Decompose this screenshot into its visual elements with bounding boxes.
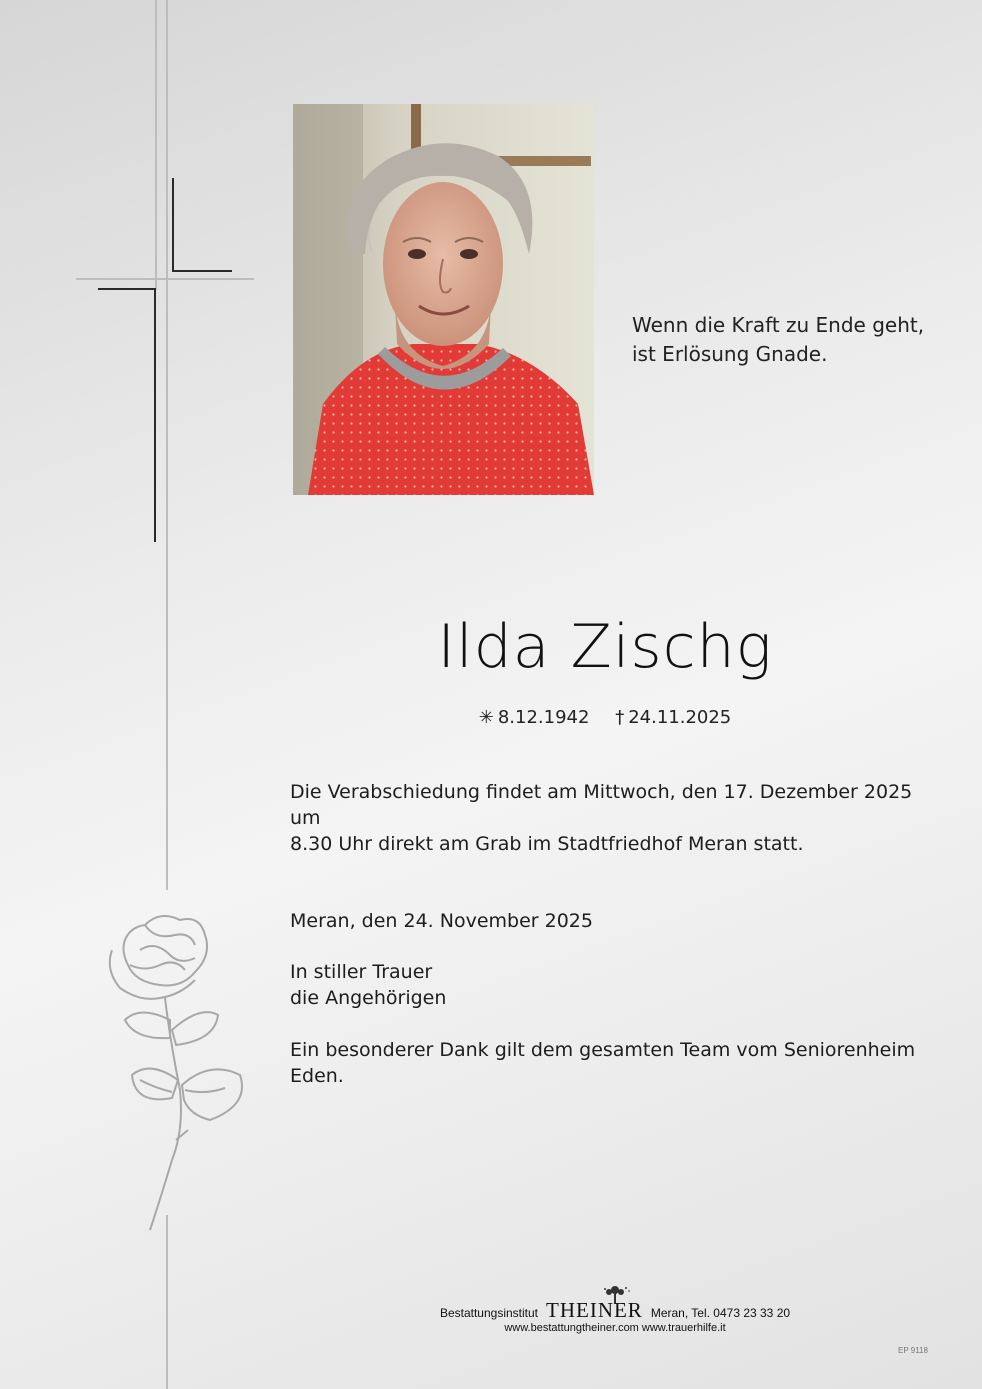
portrait-photo [293, 104, 594, 495]
footer-websites: www.bestattungtheiner.com www.trauerhilfe.it [504, 1322, 726, 1334]
portrait-illustration [293, 104, 594, 495]
deceased-name: Ilda Zischg [437, 612, 773, 682]
cross-bar-dark-left [98, 288, 156, 290]
mourners [290, 959, 930, 1011]
cross-line-light-long [166, 0, 168, 890]
footer-brand: THEINER [546, 1298, 643, 1322]
footer-line-1 [380, 1300, 850, 1320]
death-group [615, 707, 731, 728]
quote-line-2: ist Erlösung Gnade. [632, 342, 828, 366]
cross-line-dark-upper [172, 178, 174, 272]
cross-line-light-bottom [166, 1215, 168, 1389]
life-dates [300, 707, 910, 728]
ceremony-line-2: 8.30 Uhr direkt am Grab im Stadtfriedhof Meran statt. [290, 833, 804, 855]
cross-line-light-top-left [155, 0, 157, 290]
mourners-line-1: In stiller Trauer [290, 961, 433, 983]
death-date: 24.11.2025 [628, 707, 732, 728]
ceremony-line-1: Die Verabschiedung findet am Mittwoch, den 17. Dezember 2025 um [290, 781, 913, 829]
death-cross-icon: † [615, 707, 625, 728]
quote [632, 311, 924, 369]
birth-group [479, 707, 595, 728]
cross-line-dark-lower [154, 290, 156, 542]
ceremony-text [290, 779, 930, 857]
footer-prefix: Bestattungsinstitut [439, 1306, 538, 1320]
funeral-home-footer [380, 1284, 850, 1334]
thanks-text [290, 1037, 930, 1089]
birth-star-icon: ✳ [478, 707, 494, 728]
thanks-line-1: Ein besonderer Dank gilt dem gesamten Team vom Seniorenheim [290, 1039, 916, 1061]
place-date: Meran, den 24. November 2025 [290, 910, 593, 932]
template-code: EP 9118 [898, 1346, 928, 1355]
birth-date: 8.12.1942 [497, 707, 590, 728]
cross-bar-dark-right [172, 270, 232, 272]
rose-icon [100, 910, 260, 1240]
mourners-line-2: die Angehörigen [290, 987, 447, 1009]
footer-contact: Meran, Tel. 0473 23 33 20 [650, 1306, 791, 1320]
thanks-line-2: Eden. [290, 1065, 344, 1087]
cross-bar-light [76, 278, 254, 280]
quote-line-1: Wenn die Kraft zu Ende geht, [632, 313, 925, 337]
